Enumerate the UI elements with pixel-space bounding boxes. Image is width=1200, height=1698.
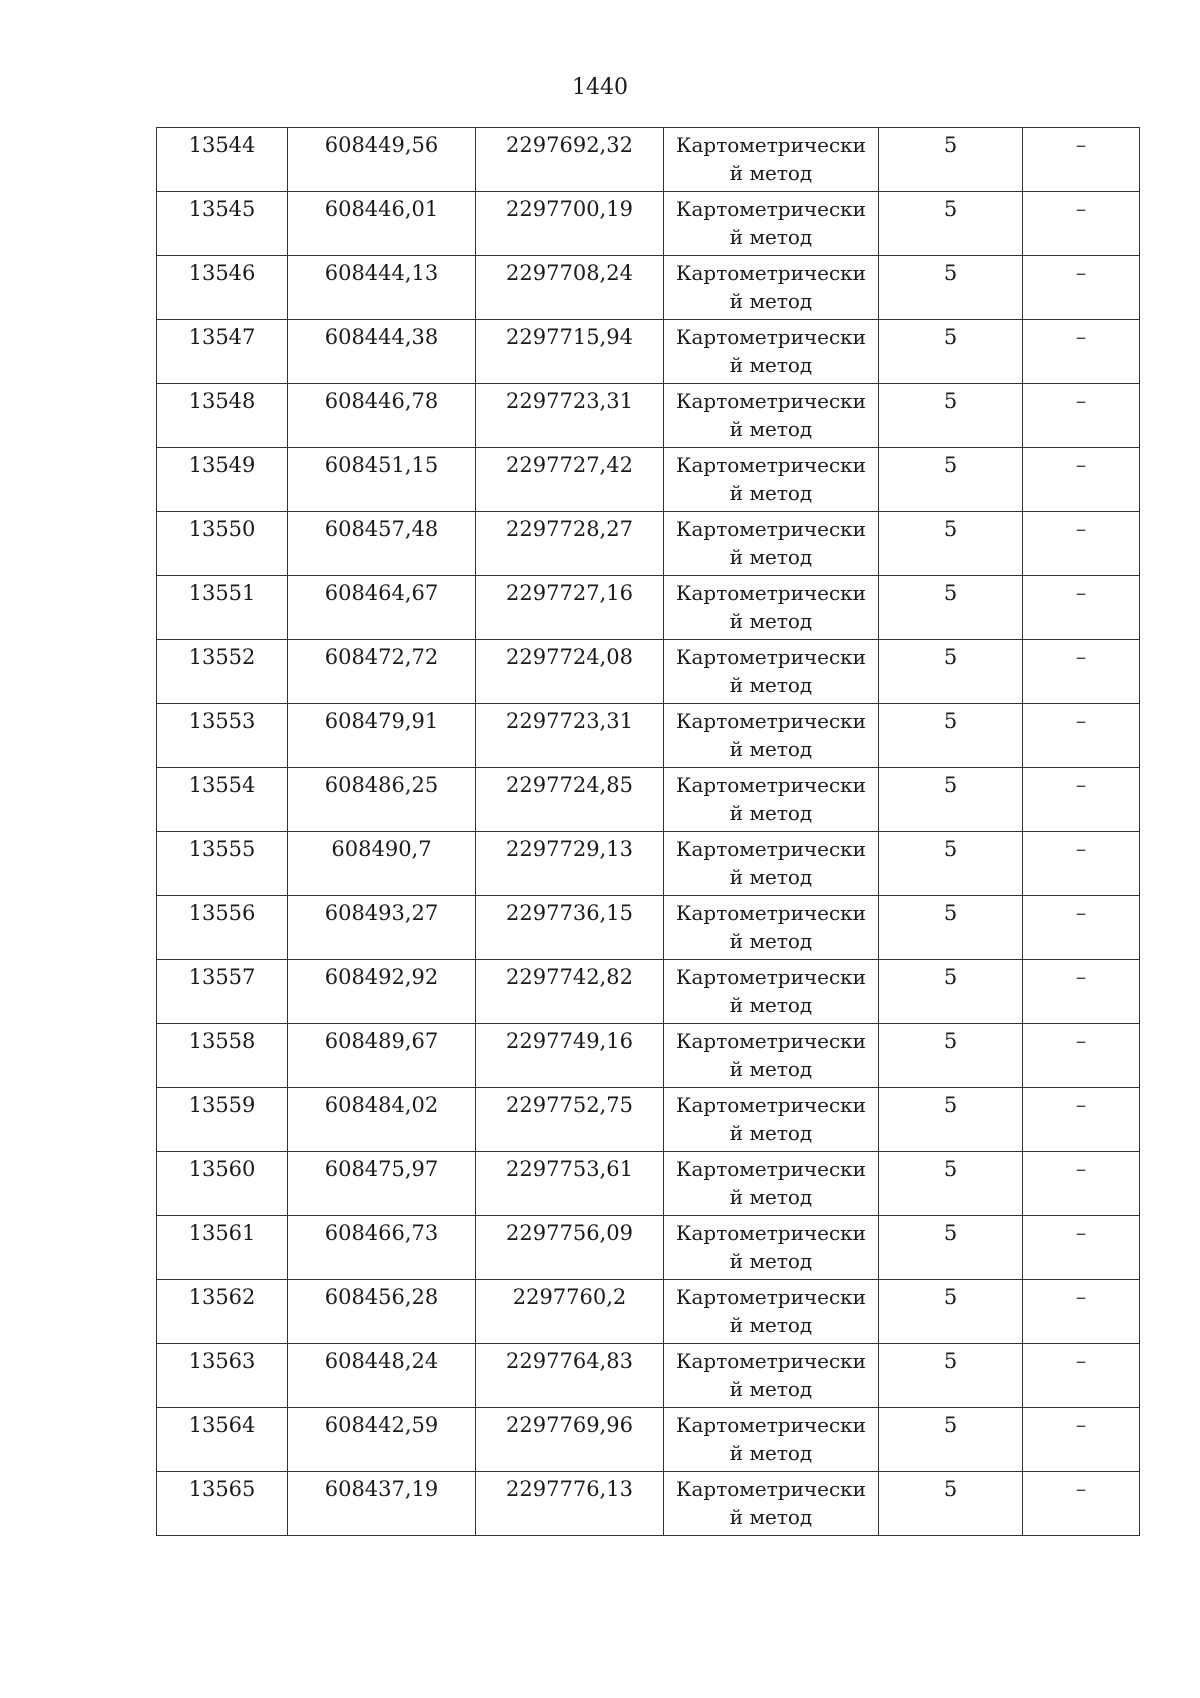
method-cell-text: Картометрический метод <box>676 709 866 761</box>
y-coordinate-cell <box>476 1152 664 1216</box>
note-cell-text: – <box>1075 1477 1087 1501</box>
note-cell-text: – <box>1075 1093 1087 1117</box>
accuracy-cell-text: 5 <box>943 1221 958 1245</box>
method-cell <box>664 320 879 384</box>
point-number-cell-text: 13557 <box>188 965 256 989</box>
method-cell-text: Картометрический метод <box>676 1285 866 1337</box>
accuracy-cell-text: 5 <box>943 325 958 349</box>
x-coordinate-cell <box>288 256 476 320</box>
y-coordinate-cell-text: 2297764,83 <box>506 1349 633 1373</box>
point-number-cell-text: 13562 <box>188 1285 256 1309</box>
note-cell-text: – <box>1075 1029 1087 1053</box>
y-coordinate-cell-text: 2297708,24 <box>506 261 633 285</box>
x-coordinate-cell-text: 608492,92 <box>324 965 439 989</box>
y-coordinate-cell-text: 2297723,31 <box>506 709 633 733</box>
y-coordinate-cell <box>476 832 664 896</box>
x-coordinate-cell <box>288 1344 476 1408</box>
y-coordinate-cell <box>476 512 664 576</box>
point-number-cell <box>157 896 288 960</box>
point-number-cell <box>157 1408 288 1472</box>
table-row <box>157 320 1140 384</box>
note-cell-text: – <box>1075 197 1087 221</box>
accuracy-cell-text: 5 <box>943 837 958 861</box>
x-coordinate-cell-text: 608493,27 <box>324 901 439 925</box>
y-coordinate-cell-text: 2297742,82 <box>506 965 633 989</box>
method-cell <box>664 832 879 896</box>
point-number-cell-text: 13565 <box>188 1477 256 1501</box>
page-number: 1440 <box>572 75 628 100</box>
x-coordinate-cell <box>288 960 476 1024</box>
method-cell <box>664 1472 879 1536</box>
x-coordinate-cell <box>288 128 476 192</box>
x-coordinate-cell <box>288 384 476 448</box>
point-number-cell-text: 13563 <box>188 1349 256 1373</box>
point-number-cell-text: 13544 <box>188 133 256 157</box>
y-coordinate-cell <box>476 704 664 768</box>
point-number-cell-text: 13552 <box>188 645 256 669</box>
point-number-cell <box>157 704 288 768</box>
table-row <box>157 1280 1140 1344</box>
point-number-cell-text: 13559 <box>188 1093 256 1117</box>
note-cell <box>1023 1024 1140 1088</box>
x-coordinate-cell <box>288 1280 476 1344</box>
accuracy-cell-text: 5 <box>943 581 958 605</box>
note-cell-text: – <box>1075 773 1087 797</box>
accuracy-cell-text: 5 <box>943 709 958 733</box>
y-coordinate-cell <box>476 1472 664 1536</box>
method-cell-text: Картометрический метод <box>676 325 866 377</box>
method-cell <box>664 1024 879 1088</box>
point-number-cell <box>157 512 288 576</box>
accuracy-cell-text: 5 <box>943 133 958 157</box>
note-cell-text: – <box>1075 1349 1087 1373</box>
method-cell-text: Картометрический метод <box>676 1413 866 1465</box>
note-cell-text: – <box>1075 965 1087 989</box>
note-cell-text: – <box>1075 1157 1087 1181</box>
method-cell-text: Картометрический метод <box>676 133 866 185</box>
point-number-cell <box>157 256 288 320</box>
method-cell-text: Картометрический метод <box>676 261 866 313</box>
note-cell-text: – <box>1075 709 1087 733</box>
x-coordinate-cell-text: 608451,15 <box>324 453 439 477</box>
note-cell <box>1023 448 1140 512</box>
y-coordinate-cell <box>476 960 664 1024</box>
y-coordinate-cell-text: 2297760,2 <box>512 1285 627 1309</box>
method-cell <box>664 896 879 960</box>
accuracy-cell <box>879 192 1023 256</box>
y-coordinate-cell <box>476 1408 664 1472</box>
accuracy-cell <box>879 1152 1023 1216</box>
accuracy-cell-text: 5 <box>943 901 958 925</box>
x-coordinate-cell <box>288 576 476 640</box>
note-cell <box>1023 960 1140 1024</box>
method-cell <box>664 1088 879 1152</box>
note-cell <box>1023 1088 1140 1152</box>
table-row <box>157 640 1140 704</box>
x-coordinate-cell <box>288 448 476 512</box>
x-coordinate-cell <box>288 1152 476 1216</box>
note-cell-text: – <box>1075 1285 1087 1309</box>
method-cell-text: Картометрический метод <box>676 453 866 505</box>
x-coordinate-cell <box>288 896 476 960</box>
accuracy-cell-text: 5 <box>943 1093 958 1117</box>
table-row <box>157 256 1140 320</box>
method-cell <box>664 512 879 576</box>
accuracy-cell <box>879 704 1023 768</box>
x-coordinate-cell-text: 608446,78 <box>324 389 439 413</box>
x-coordinate-cell <box>288 1024 476 1088</box>
point-number-cell <box>157 384 288 448</box>
accuracy-cell-text: 5 <box>943 1285 958 1309</box>
table-row <box>157 1344 1140 1408</box>
table-row <box>157 1024 1140 1088</box>
x-coordinate-cell-text: 608456,28 <box>324 1285 439 1309</box>
x-coordinate-cell-text: 608457,48 <box>324 517 439 541</box>
y-coordinate-cell-text: 2297756,09 <box>506 1221 633 1245</box>
point-number-cell-text: 13554 <box>188 773 256 797</box>
point-number-cell <box>157 640 288 704</box>
accuracy-cell <box>879 960 1023 1024</box>
y-coordinate-cell-text: 2297723,31 <box>506 389 633 413</box>
x-coordinate-cell <box>288 512 476 576</box>
y-coordinate-cell <box>476 1344 664 1408</box>
y-coordinate-cell-text: 2297736,15 <box>506 901 633 925</box>
note-cell <box>1023 128 1140 192</box>
x-coordinate-cell <box>288 704 476 768</box>
method-cell-text: Картометрический метод <box>676 1093 866 1145</box>
point-number-cell <box>157 1472 288 1536</box>
x-coordinate-cell <box>288 320 476 384</box>
coordinates-table <box>156 127 1140 1536</box>
accuracy-cell <box>879 640 1023 704</box>
y-coordinate-cell-text: 2297769,96 <box>506 1413 633 1437</box>
point-number-cell <box>157 1280 288 1344</box>
note-cell <box>1023 256 1140 320</box>
x-coordinate-cell-text: 608472,72 <box>324 645 439 669</box>
x-coordinate-cell-text: 608490,7 <box>331 837 432 861</box>
note-cell <box>1023 896 1140 960</box>
x-coordinate-cell-text: 608446,01 <box>324 197 439 221</box>
note-cell <box>1023 768 1140 832</box>
note-cell-text: – <box>1075 1413 1087 1437</box>
x-coordinate-cell-text: 608449,56 <box>324 133 439 157</box>
table-row <box>157 960 1140 1024</box>
accuracy-cell <box>879 384 1023 448</box>
point-number-cell-text: 13564 <box>188 1413 256 1437</box>
x-coordinate-cell <box>288 192 476 256</box>
y-coordinate-cell <box>476 384 664 448</box>
point-number-cell <box>157 1152 288 1216</box>
accuracy-cell-text: 5 <box>943 1029 958 1053</box>
accuracy-cell <box>879 1024 1023 1088</box>
table-row <box>157 1216 1140 1280</box>
note-cell <box>1023 1216 1140 1280</box>
method-cell-text: Картометрический метод <box>676 1221 866 1273</box>
method-cell <box>664 1408 879 1472</box>
x-coordinate-cell-text: 608475,97 <box>324 1157 439 1181</box>
accuracy-cell-text: 5 <box>943 773 958 797</box>
point-number-cell-text: 13549 <box>188 453 256 477</box>
point-number-cell-text: 13548 <box>188 389 256 413</box>
note-cell <box>1023 1344 1140 1408</box>
point-number-cell-text: 13545 <box>188 197 256 221</box>
x-coordinate-cell-text: 608484,02 <box>324 1093 439 1117</box>
note-cell-text: – <box>1075 453 1087 477</box>
y-coordinate-cell <box>476 320 664 384</box>
method-cell-text: Картометрический метод <box>676 645 866 697</box>
point-number-cell <box>157 1088 288 1152</box>
coordinates-table-body <box>157 128 1140 1536</box>
accuracy-cell-text: 5 <box>943 1157 958 1181</box>
point-number-cell <box>157 1024 288 1088</box>
point-number-cell-text: 13555 <box>188 837 256 861</box>
note-cell <box>1023 384 1140 448</box>
accuracy-cell <box>879 128 1023 192</box>
table-row <box>157 704 1140 768</box>
method-cell-text: Картометрический метод <box>676 517 866 569</box>
method-cell <box>664 128 879 192</box>
y-coordinate-cell <box>476 576 664 640</box>
y-coordinate-cell <box>476 896 664 960</box>
note-cell <box>1023 1152 1140 1216</box>
accuracy-cell <box>879 320 1023 384</box>
accuracy-cell <box>879 1344 1023 1408</box>
note-cell-text: – <box>1075 645 1087 669</box>
point-number-cell-text: 13551 <box>188 581 256 605</box>
x-coordinate-cell <box>288 1408 476 1472</box>
y-coordinate-cell-text: 2297724,08 <box>506 645 633 669</box>
x-coordinate-cell-text: 608448,24 <box>324 1349 439 1373</box>
note-cell-text: – <box>1075 901 1087 925</box>
accuracy-cell <box>879 1216 1023 1280</box>
note-cell-text: – <box>1075 1221 1087 1245</box>
point-number-cell-text: 13550 <box>188 517 256 541</box>
point-number-cell-text: 13556 <box>188 901 256 925</box>
point-number-cell <box>157 448 288 512</box>
note-cell-text: – <box>1075 389 1087 413</box>
accuracy-cell-text: 5 <box>943 1477 958 1501</box>
x-coordinate-cell <box>288 640 476 704</box>
y-coordinate-cell <box>476 640 664 704</box>
y-coordinate-cell <box>476 192 664 256</box>
y-coordinate-cell-text: 2297724,85 <box>506 773 633 797</box>
table-row <box>157 576 1140 640</box>
accuracy-cell-text: 5 <box>943 965 958 989</box>
point-number-cell <box>157 192 288 256</box>
point-number-cell-text: 13547 <box>188 325 256 349</box>
method-cell-text: Картометрический метод <box>676 1477 866 1529</box>
method-cell <box>664 768 879 832</box>
note-cell-text: – <box>1075 133 1087 157</box>
method-cell <box>664 576 879 640</box>
accuracy-cell-text: 5 <box>943 1413 958 1437</box>
x-coordinate-cell-text: 608444,13 <box>324 261 439 285</box>
x-coordinate-cell <box>288 1088 476 1152</box>
x-coordinate-cell-text: 608442,59 <box>324 1413 439 1437</box>
point-number-cell <box>157 576 288 640</box>
y-coordinate-cell-text: 2297727,16 <box>506 581 633 605</box>
method-cell-text: Картометрический метод <box>676 1157 866 1209</box>
method-cell-text: Картометрический метод <box>676 901 866 953</box>
note-cell <box>1023 192 1140 256</box>
method-cell-text: Картометрический метод <box>676 389 866 441</box>
method-cell-text: Картометрический метод <box>676 581 866 633</box>
note-cell <box>1023 320 1140 384</box>
x-coordinate-cell <box>288 1216 476 1280</box>
accuracy-cell-text: 5 <box>943 645 958 669</box>
note-cell-text: – <box>1075 581 1087 605</box>
method-cell <box>664 704 879 768</box>
y-coordinate-cell-text: 2297749,16 <box>506 1029 633 1053</box>
y-coordinate-cell <box>476 1280 664 1344</box>
note-cell <box>1023 640 1140 704</box>
y-coordinate-cell-text: 2297753,61 <box>506 1157 633 1181</box>
method-cell-text: Картометрический метод <box>676 1349 866 1401</box>
note-cell-text: – <box>1075 261 1087 285</box>
x-coordinate-cell-text: 608464,67 <box>324 581 439 605</box>
y-coordinate-cell-text: 2297729,13 <box>506 837 633 861</box>
x-coordinate-cell <box>288 768 476 832</box>
method-cell-text: Картометрический метод <box>676 773 866 825</box>
method-cell <box>664 384 879 448</box>
y-coordinate-cell-text: 2297728,27 <box>506 517 633 541</box>
x-coordinate-cell-text: 608444,38 <box>324 325 439 349</box>
method-cell <box>664 960 879 1024</box>
note-cell <box>1023 512 1140 576</box>
method-cell <box>664 256 879 320</box>
point-number-cell <box>157 1216 288 1280</box>
table-row <box>157 896 1140 960</box>
y-coordinate-cell <box>476 128 664 192</box>
x-coordinate-cell-text: 608489,67 <box>324 1029 439 1053</box>
point-number-cell <box>157 320 288 384</box>
y-coordinate-cell-text: 2297752,75 <box>506 1093 633 1117</box>
y-coordinate-cell <box>476 768 664 832</box>
accuracy-cell <box>879 1408 1023 1472</box>
accuracy-cell-text: 5 <box>943 1349 958 1373</box>
y-coordinate-cell <box>476 1088 664 1152</box>
method-cell <box>664 640 879 704</box>
method-cell <box>664 1344 879 1408</box>
y-coordinate-cell <box>476 448 664 512</box>
accuracy-cell-text: 5 <box>943 517 958 541</box>
accuracy-cell <box>879 896 1023 960</box>
y-coordinate-cell <box>476 1216 664 1280</box>
accuracy-cell <box>879 448 1023 512</box>
accuracy-cell <box>879 512 1023 576</box>
note-cell <box>1023 832 1140 896</box>
x-coordinate-cell <box>288 832 476 896</box>
point-number-cell <box>157 768 288 832</box>
note-cell <box>1023 1280 1140 1344</box>
point-number-cell <box>157 960 288 1024</box>
method-cell <box>664 448 879 512</box>
method-cell-text: Картометрический метод <box>676 197 866 249</box>
accuracy-cell <box>879 256 1023 320</box>
x-coordinate-cell <box>288 1472 476 1536</box>
method-cell <box>664 1280 879 1344</box>
note-cell-text: – <box>1075 325 1087 349</box>
table-row <box>157 832 1140 896</box>
table-row <box>157 768 1140 832</box>
accuracy-cell <box>879 1280 1023 1344</box>
point-number-cell <box>157 128 288 192</box>
table-row <box>157 512 1140 576</box>
note-cell <box>1023 576 1140 640</box>
point-number-cell-text: 13558 <box>188 1029 256 1053</box>
note-cell <box>1023 704 1140 768</box>
x-coordinate-cell-text: 608466,73 <box>324 1221 439 1245</box>
method-cell-text: Картометрический метод <box>676 1029 866 1081</box>
y-coordinate-cell-text: 2297692,32 <box>506 133 633 157</box>
y-coordinate-cell-text: 2297715,94 <box>506 325 633 349</box>
y-coordinate-cell-text: 2297776,13 <box>506 1477 633 1501</box>
point-number-cell-text: 13553 <box>188 709 256 733</box>
method-cell-text: Картометрический метод <box>676 965 866 1017</box>
table-row <box>157 448 1140 512</box>
point-number-cell-text: 13560 <box>188 1157 256 1181</box>
point-number-cell <box>157 1344 288 1408</box>
accuracy-cell <box>879 1472 1023 1536</box>
x-coordinate-cell-text: 608479,91 <box>324 709 439 733</box>
point-number-cell-text: 13561 <box>188 1221 256 1245</box>
point-number-cell-text: 13546 <box>188 261 256 285</box>
note-cell <box>1023 1472 1140 1536</box>
accuracy-cell-text: 5 <box>943 197 958 221</box>
method-cell-text: Картометрический метод <box>676 837 866 889</box>
table-row <box>157 1472 1140 1536</box>
table-row <box>157 1152 1140 1216</box>
method-cell <box>664 192 879 256</box>
point-number-cell <box>157 832 288 896</box>
y-coordinate-cell <box>476 1024 664 1088</box>
table-row <box>157 192 1140 256</box>
accuracy-cell <box>879 832 1023 896</box>
note-cell <box>1023 1408 1140 1472</box>
accuracy-cell <box>879 1088 1023 1152</box>
note-cell-text: – <box>1075 517 1087 541</box>
accuracy-cell <box>879 576 1023 640</box>
method-cell <box>664 1152 879 1216</box>
table-row <box>157 384 1140 448</box>
note-cell-text: – <box>1075 837 1087 861</box>
x-coordinate-cell-text: 608437,19 <box>324 1477 439 1501</box>
y-coordinate-cell-text: 2297727,42 <box>506 453 633 477</box>
accuracy-cell-text: 5 <box>943 261 958 285</box>
method-cell <box>664 1216 879 1280</box>
accuracy-cell-text: 5 <box>943 389 958 413</box>
y-coordinate-cell <box>476 256 664 320</box>
table-row <box>157 1088 1140 1152</box>
y-coordinate-cell-text: 2297700,19 <box>506 197 633 221</box>
accuracy-cell-text: 5 <box>943 453 958 477</box>
table-row <box>157 128 1140 192</box>
accuracy-cell <box>879 768 1023 832</box>
table-row <box>157 1408 1140 1472</box>
x-coordinate-cell-text: 608486,25 <box>324 773 439 797</box>
